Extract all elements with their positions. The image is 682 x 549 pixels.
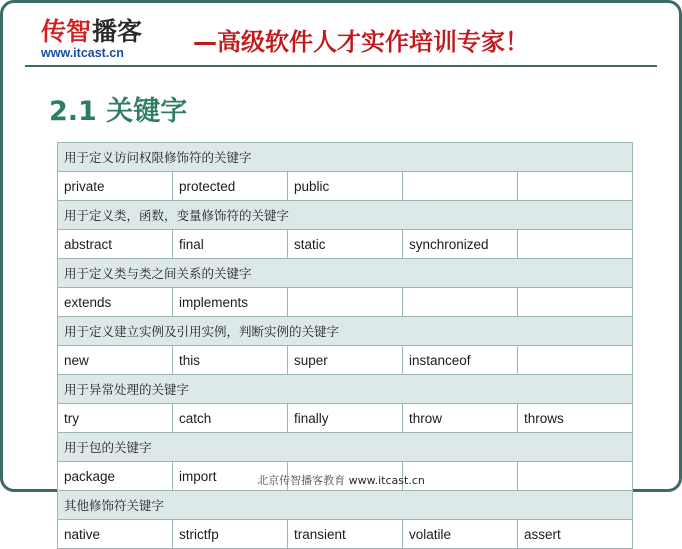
- keyword-group-label: 用于定义类与类之间关系的关键字: [58, 259, 633, 288]
- logo-text-secondary: 播客: [92, 16, 143, 46]
- keyword-cell: final: [173, 230, 288, 259]
- keyword-cell: static: [288, 230, 403, 259]
- header-divider: [25, 65, 657, 67]
- keyword-cell: volatile: [403, 520, 518, 549]
- keyword-cell: protected: [173, 172, 288, 201]
- logo-wordmark: [41, 16, 181, 46]
- keyword-cell: implements: [173, 288, 288, 317]
- keyword-cell: new: [58, 346, 173, 375]
- keyword-cell: package: [58, 462, 173, 491]
- table-row: [58, 375, 633, 404]
- logo-url: www.itcast.cn: [41, 45, 124, 60]
- table-row: [58, 433, 633, 462]
- table-row: [58, 259, 633, 288]
- keyword-cell: instanceof: [403, 346, 518, 375]
- keyword-cell-empty: [288, 288, 403, 317]
- keyword-group-label: 用于定义建立实例及引用实例，判断实例的关键字: [58, 317, 633, 346]
- table-row: [58, 143, 633, 172]
- table-row: [58, 346, 633, 375]
- keyword-cell: synchronized: [403, 230, 518, 259]
- slide-footer: [3, 472, 679, 488]
- slide-header: [3, 3, 679, 69]
- keyword-group-label: 其他修饰符关键字: [58, 491, 633, 520]
- keyword-cell: super: [288, 346, 403, 375]
- keyword-cell-empty: [518, 288, 633, 317]
- keyword-cell: native: [58, 520, 173, 549]
- table-row: [58, 201, 633, 230]
- keyword-group-label: 用于异常处理的关键字: [58, 375, 633, 404]
- keyword-group-label: 用于定义访问权限修饰符的关键字: [58, 143, 633, 172]
- table-row: [58, 230, 633, 259]
- table-row: [58, 491, 633, 520]
- table-row: [58, 172, 633, 201]
- table-row: [58, 317, 633, 346]
- keyword-cell: import: [173, 462, 288, 491]
- keyword-cell-empty: [518, 346, 633, 375]
- keyword-cell: extends: [58, 288, 173, 317]
- keyword-cell-empty: [403, 172, 518, 201]
- header-tagline: —高级软件人才实作培训专家！: [193, 27, 529, 56]
- section-heading: 关键字: [106, 96, 188, 127]
- section-number: 2.1: [49, 96, 97, 127]
- page-title: [49, 89, 679, 128]
- table-row: [58, 520, 633, 549]
- keyword-cell: strictfp: [173, 520, 288, 549]
- keyword-cell-empty: [518, 230, 633, 259]
- brand-logo: [41, 16, 181, 60]
- keyword-cell: throw: [403, 404, 518, 433]
- table-row: [58, 288, 633, 317]
- keyword-cell: public: [288, 172, 403, 201]
- keyword-group-label: 用于包的关键字: [58, 433, 633, 462]
- keyword-cell: assert: [518, 520, 633, 549]
- keyword-cell: finally: [288, 404, 403, 433]
- keyword-group-label: 用于定义类，函数，变量修饰符的关键字: [58, 201, 633, 230]
- keyword-cell: try: [58, 404, 173, 433]
- keyword-cell: abstract: [58, 230, 173, 259]
- footer-text: 北京传智播客教育: [257, 474, 346, 487]
- logo-text-primary: 传智: [41, 16, 92, 46]
- keyword-cell-empty: [403, 288, 518, 317]
- keyword-cell: private: [58, 172, 173, 201]
- keyword-cell: transient: [288, 520, 403, 549]
- footer-url: www.itcast.cn: [348, 474, 425, 487]
- keyword-cell: catch: [173, 404, 288, 433]
- keyword-cell-empty: [518, 172, 633, 201]
- keyword-cell: this: [173, 346, 288, 375]
- keyword-cell: throws: [518, 404, 633, 433]
- table-row: [58, 404, 633, 433]
